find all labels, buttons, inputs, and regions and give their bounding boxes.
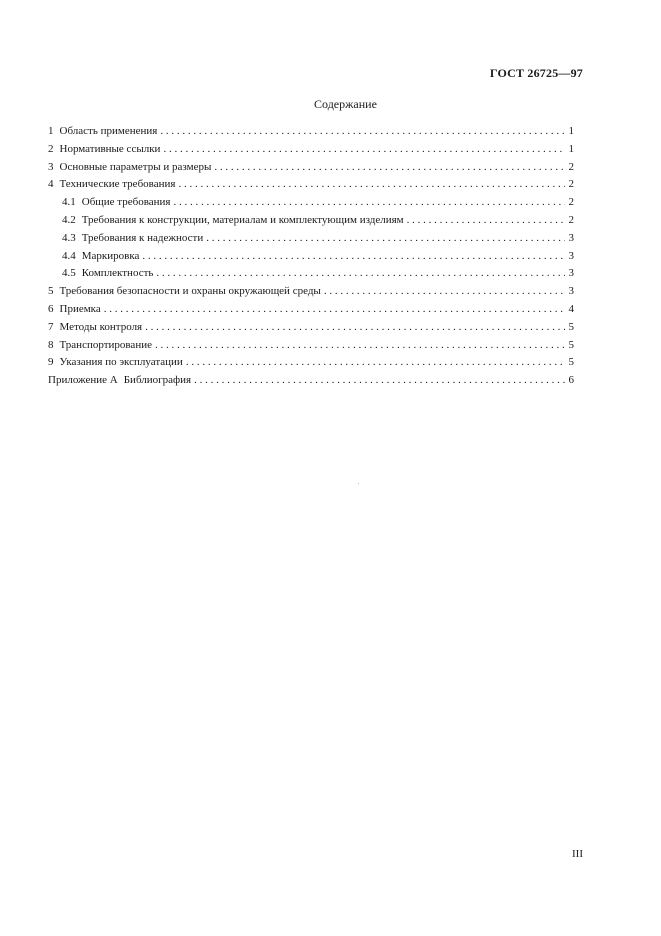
toc-dot-leader: [324, 283, 565, 301]
toc-entry: [48, 372, 574, 390]
toc-entry-number: 8: [48, 338, 54, 351]
toc-entry-page: 6: [568, 374, 574, 387]
toc-entry-number: 3: [48, 160, 54, 173]
toc-entry-title: Требования безопасности и охраны окружающей среды: [59, 285, 321, 298]
toc-dot-leader: [206, 230, 565, 248]
toc-entry-title: Маркировка: [81, 249, 140, 262]
toc-entry-number: 9: [48, 356, 54, 369]
toc-entry: [48, 141, 574, 159]
toc-entry-number: 5: [48, 285, 54, 298]
toc-entry-title: Требования к конструкции, материалам и комплектующим изделиям: [81, 213, 404, 226]
toc-entry-page: 3: [568, 249, 574, 262]
toc-dot-leader: [145, 319, 565, 337]
toc-entry-page: 5: [568, 356, 574, 369]
toc-entry-page: 2: [568, 213, 574, 226]
toc-title: Содержание: [314, 97, 377, 111]
page-number: III: [572, 848, 583, 860]
toc-dot-leader: [186, 354, 565, 372]
toc-entry-number: Приложение А: [48, 374, 118, 387]
toc-entry-page: 3: [568, 267, 574, 280]
toc-entry: [48, 159, 574, 177]
toc-entry-number: 4.1: [62, 196, 76, 209]
toc-dot-leader: [407, 212, 565, 230]
toc-entry: [48, 194, 574, 212]
toc-entry: [48, 354, 574, 372]
toc-entry: [48, 337, 574, 355]
toc-entry-title: Комплектность: [81, 267, 154, 280]
toc-entry-number: 4.5: [62, 267, 76, 280]
toc-entry-number: 4.3: [62, 231, 76, 244]
toc-entry-title: Общие требования: [81, 196, 171, 209]
toc-entry: [48, 319, 574, 337]
toc-entry-page: 2: [568, 196, 574, 209]
toc-entry-number: 7: [48, 320, 54, 333]
toc-dot-leader: [160, 123, 565, 141]
toc-entry-title: Технические требования: [59, 178, 176, 191]
toc-dot-leader: [142, 248, 565, 266]
toc-entry-page: 3: [568, 231, 574, 244]
toc-dot-leader: [156, 265, 565, 283]
toc-entry-title: Основные параметры и размеры: [59, 160, 212, 173]
toc-entry-page: 4: [568, 302, 574, 315]
toc-dot-leader: [173, 194, 565, 212]
toc-entry-title: Нормативные ссылки: [59, 142, 161, 155]
toc-entry-title: Приемка: [59, 302, 101, 315]
toc-dot-leader: [214, 159, 565, 177]
toc-entry-title: Методы контроля: [59, 320, 143, 333]
toc-entry-title: Указания по эксплуатации: [59, 356, 183, 369]
toc-entry-number: 4.2: [62, 213, 76, 226]
toc-entry: [48, 283, 574, 301]
toc-dot-leader: [155, 337, 565, 355]
toc-entry: [48, 301, 574, 319]
toc-dot-leader: [178, 176, 565, 194]
table-of-contents: [48, 123, 574, 390]
scan-speck: [358, 483, 359, 484]
toc-entry-page: 2: [568, 178, 574, 191]
toc-entry: [48, 230, 574, 248]
toc-entry-page: 3: [568, 285, 574, 298]
toc-entry-number: 4: [48, 178, 54, 191]
toc-entry: [48, 176, 574, 194]
toc-entry-title: Библиография: [123, 374, 192, 387]
toc-entry: [48, 123, 574, 141]
toc-entry-page: 1: [568, 125, 574, 137]
toc-dot-leader: [104, 301, 565, 319]
toc-entry: [48, 265, 574, 283]
toc-entry-title: Транспортирование: [59, 338, 152, 351]
toc-entry-page: 5: [568, 320, 574, 333]
toc-entry-title: Область применения: [59, 125, 158, 137]
toc-entry-page: 1: [568, 142, 574, 155]
toc-entry: [48, 212, 574, 230]
toc-entry-number: 2: [48, 142, 54, 155]
toc-entry-number: 1: [48, 125, 54, 137]
document-code-header: ГОСТ 26725—97: [489, 66, 583, 80]
toc-entry-page: 2: [568, 160, 574, 173]
toc-dot-leader: [163, 141, 565, 159]
toc-entry-number: 4.4: [62, 249, 76, 262]
toc-entry-title: Требования к надежности: [81, 231, 204, 244]
toc-entry-number: 6: [48, 302, 54, 315]
toc-dot-leader: [194, 372, 565, 390]
toc-entry-page: 5: [568, 338, 574, 351]
toc-entry: [48, 248, 574, 266]
